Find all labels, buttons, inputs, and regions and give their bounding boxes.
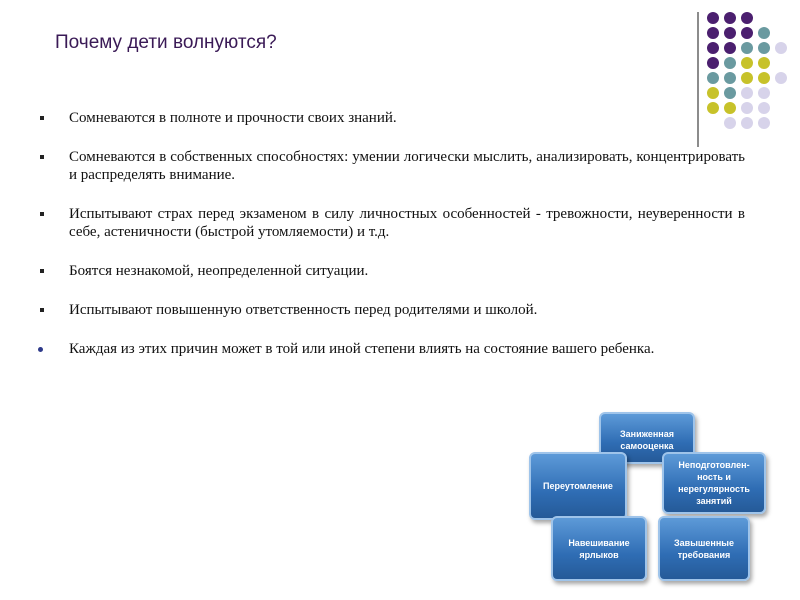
- decorative-dot: [724, 42, 736, 54]
- decorative-dot: [758, 117, 770, 129]
- bullet-icon: [38, 347, 43, 352]
- decorative-dot: [707, 42, 719, 54]
- page-title: Почему дети волнуются?: [55, 32, 277, 53]
- bullet-icon: [40, 212, 44, 216]
- decorative-dot: [724, 87, 736, 99]
- decorative-dot: [724, 27, 736, 39]
- decorative-dot: [741, 42, 753, 54]
- bullet-icon: [40, 155, 44, 159]
- decorative-dot: [724, 12, 736, 24]
- list-item-text: Каждая из этих причин может в той или иной степени влиять на состояние вашего ребенка.: [69, 341, 655, 357]
- decorative-dot: [741, 57, 753, 69]
- list-item: [40, 148, 745, 184]
- decorative-dot: [741, 87, 753, 99]
- list-item: [40, 109, 745, 127]
- decorative-dot: [707, 87, 719, 99]
- list-item-text: Сомневаются в полноте и прочности своих знаний.: [69, 110, 397, 126]
- list-item-text: Испытывают повышенную ответственность перед родителями и школой.: [69, 302, 538, 318]
- decorative-dot: [741, 72, 753, 84]
- decorative-dot: [775, 42, 787, 54]
- causes-diagram: [525, 408, 770, 583]
- decorative-dot: [724, 72, 736, 84]
- list-item-text: Испытывают страх перед экзаменом в силу личностных особенностей - тревожности, неуверенности в себе, астеничности (быстрой утомляемости) и т.д.: [69, 206, 745, 240]
- list-item: [40, 301, 745, 319]
- decorative-dot: [741, 12, 753, 24]
- diagram-box-high-demands: Завышенные требования: [658, 516, 750, 581]
- list-item-text: Боятся незнакомой, неопределенной ситуации.: [69, 263, 369, 279]
- diagram-box-overwork: Переутомление: [529, 452, 627, 520]
- bullet-icon: [40, 308, 44, 312]
- decorative-dot: [758, 27, 770, 39]
- decorative-dot: [758, 87, 770, 99]
- decorative-dot: [758, 72, 770, 84]
- bullet-icon: [40, 269, 44, 273]
- decorative-dot: [707, 27, 719, 39]
- decorative-dot: [741, 27, 753, 39]
- decorative-dot: [707, 12, 719, 24]
- diagram-box-low-self-esteem: Заниженная самооценка: [599, 412, 695, 464]
- list-item: [40, 205, 745, 241]
- diagram-box-unpreparedness: Неподготовлен-ность и нерегулярность занятий: [662, 452, 766, 514]
- list-item-text: Сомневаются в собственных способностях: умении логически мыслить, анализировать, концентрировать и распределять внимание.: [69, 149, 745, 183]
- reason-list: [40, 109, 745, 379]
- list-item: [40, 340, 745, 358]
- decorative-dot: [758, 102, 770, 114]
- decorative-dot: [724, 57, 736, 69]
- decorative-dot: [707, 72, 719, 84]
- decorative-dot: [707, 57, 719, 69]
- decorative-dot: [758, 57, 770, 69]
- bullet-icon: [40, 116, 44, 120]
- decorative-dot: [775, 72, 787, 84]
- list-item: [40, 262, 745, 280]
- decorative-dot: [758, 42, 770, 54]
- diagram-box-labeling: Навешивание ярлыков: [551, 516, 647, 581]
